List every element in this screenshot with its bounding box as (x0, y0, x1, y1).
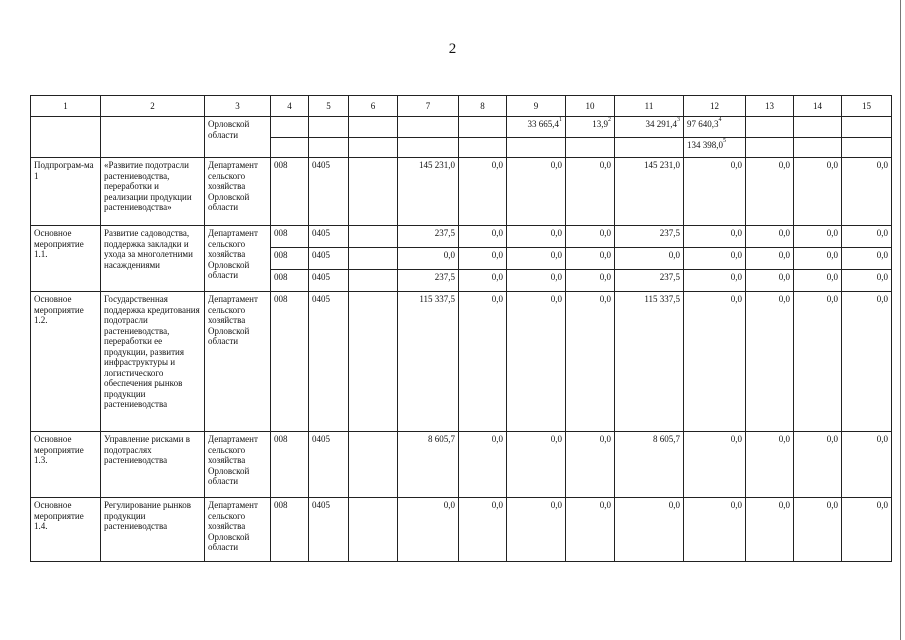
value-cell (349, 270, 398, 292)
value-cell: 0,0 (507, 226, 566, 248)
table-cell (566, 138, 615, 158)
value-cell: 0,0 (842, 432, 892, 498)
table-cell (398, 138, 459, 158)
item-name-cell: Государственная поддержка кредитования подотрасли растениеводства, переработки ее продукции, развития инфраструктуры и логистического обеспечения рынков продукции растениеводства (101, 292, 205, 432)
value-cell: 0,0 (794, 292, 842, 432)
header-cell: 2 (101, 96, 205, 117)
value-cell: 008 (271, 292, 309, 432)
value-cell: 0405 (309, 498, 349, 562)
value-cell (349, 158, 398, 226)
value-cell: 0,0 (398, 498, 459, 562)
header-cell: 12 (684, 96, 746, 117)
value-cell: 0,0 (459, 498, 507, 562)
header-cell: 4 (271, 96, 309, 117)
value-cell: 0,0 (507, 270, 566, 292)
table-cell (615, 138, 684, 158)
value-cell: 0,0 (566, 158, 615, 226)
table-cell (349, 138, 398, 158)
value-cell: 0,0 (615, 498, 684, 562)
value-cell: 0,0 (746, 248, 794, 270)
value-cell: 115 337,5 (615, 292, 684, 432)
value-cell: 237,5 (615, 270, 684, 292)
table-row (31, 117, 892, 138)
value-cell: 0405 (309, 292, 349, 432)
value-cell: 0,0 (459, 270, 507, 292)
responsible-cell: Орловской области (205, 117, 271, 158)
value-cell: 0405 (309, 158, 349, 226)
value-cell: 008 (271, 248, 309, 270)
header-cell: 1 (31, 96, 101, 117)
item-code-cell: Основное мероприятие 1.2. (31, 292, 101, 432)
value-cell: 0405 (309, 248, 349, 270)
value-cell: 0,0 (684, 432, 746, 498)
header-cell: 14 (794, 96, 842, 117)
item-name-cell: «Развитие подотрасли растениеводства, переработки и реализации продукции растениеводства» (101, 158, 205, 226)
table-cell (309, 117, 349, 138)
header-cell: 13 (746, 96, 794, 117)
header-cell: 9 (507, 96, 566, 117)
item-name-cell: Развитие садоводства, поддержка закладки и ухода за многолетними насаждениями (101, 226, 205, 292)
value-cell: 0,0 (842, 158, 892, 226)
header-cell: 5 (309, 96, 349, 117)
value-cell (349, 292, 398, 432)
value-cell: 237,5 (398, 270, 459, 292)
responsible-cell: Департамент сельского хозяйства Орловской области (205, 158, 271, 226)
header-cell: 7 (398, 96, 459, 117)
table-cell (398, 117, 459, 138)
value-cell: 008 (271, 270, 309, 292)
value-cell: 0,0 (566, 292, 615, 432)
value-cell: 97 640,3$^4$ (684, 117, 746, 138)
value-cell: 0405 (309, 432, 349, 498)
responsible-cell: Департамент сельского хозяйства Орловской области (205, 226, 271, 292)
table-cell (746, 138, 794, 158)
value-cell: 0,0 (794, 248, 842, 270)
value-cell: 0405 (309, 270, 349, 292)
table-cell (271, 117, 309, 138)
header-cell: 8 (459, 96, 507, 117)
value-cell: 0,0 (684, 158, 746, 226)
responsible-cell: Департамент сельского хозяйства Орловской области (205, 498, 271, 562)
item-name-cell: Регулирование рынков продукции растениеводства (101, 498, 205, 562)
header-cell: 6 (349, 96, 398, 117)
value-cell: 0,0 (794, 498, 842, 562)
value-cell: 237,5 (615, 226, 684, 248)
item-code-cell: Основное мероприятие 1.4. (31, 498, 101, 562)
table-cell (309, 138, 349, 158)
value-cell: 0,0 (794, 270, 842, 292)
item-code-cell: Основное мероприятие 1.1. (31, 226, 101, 292)
budget-table (30, 95, 892, 562)
value-cell: 145 231,0 (398, 158, 459, 226)
page-edge-line (900, 0, 901, 640)
value-cell: 0,0 (566, 226, 615, 248)
header-cell: 3 (205, 96, 271, 117)
table-row (31, 292, 892, 432)
responsible-cell: Департамент сельского хозяйства Орловской области (205, 292, 271, 432)
table-row (31, 498, 892, 562)
value-cell: 0405 (309, 226, 349, 248)
value-cell: 0,0 (746, 158, 794, 226)
value-cell: 0,0 (746, 226, 794, 248)
value-cell: 33 665,4$^1$ (507, 117, 566, 138)
table-row (31, 226, 892, 248)
item-name-cell: Управление рисками в подотраслях растениеводства (101, 432, 205, 498)
table-cell (271, 138, 309, 158)
value-cell: 0,0 (507, 158, 566, 226)
value-cell: 145 231,0 (615, 158, 684, 226)
value-cell (349, 432, 398, 498)
value-cell: 0,0 (459, 432, 507, 498)
value-cell: 0,0 (842, 270, 892, 292)
value-cell: 0,0 (566, 498, 615, 562)
value-cell: 0,0 (794, 226, 842, 248)
value-cell: 0,0 (684, 498, 746, 562)
value-cell: 008 (271, 158, 309, 226)
value-cell: 008 (271, 432, 309, 498)
value-cell: 0,0 (746, 292, 794, 432)
value-cell: 34 291,4$^3$ (615, 117, 684, 138)
value-cell: 008 (271, 498, 309, 562)
table-cell (349, 117, 398, 138)
value-cell: 0,0 (459, 226, 507, 248)
page-number: 2 (448, 41, 457, 57)
value-cell: 0,0 (842, 292, 892, 432)
table-cell (842, 138, 892, 158)
value-cell (349, 248, 398, 270)
value-cell: 0,0 (566, 270, 615, 292)
item-code-cell: Основное мероприятие 1.3. (31, 432, 101, 498)
value-cell: 0,0 (794, 432, 842, 498)
value-cell: 008 (271, 226, 309, 248)
table-cell (794, 117, 842, 138)
value-cell: 8 605,7 (398, 432, 459, 498)
value-cell: 0,0 (566, 248, 615, 270)
value-cell: 0,0 (746, 270, 794, 292)
value-cell: 0,0 (746, 498, 794, 562)
header-cell: 15 (842, 96, 892, 117)
table-cell (459, 117, 507, 138)
header-row (31, 96, 892, 117)
value-cell: 13,9$^2$ (566, 117, 615, 138)
value-cell: 0,0 (842, 498, 892, 562)
header-cell: 11 (615, 96, 684, 117)
value-cell: 0,0 (746, 432, 794, 498)
value-cell: 0,0 (507, 292, 566, 432)
value-cell: 0,0 (398, 248, 459, 270)
value-cell (349, 226, 398, 248)
value-cell: 0,0 (507, 432, 566, 498)
value-cell: 0,0 (684, 270, 746, 292)
table-row (31, 432, 892, 498)
table-cell (31, 117, 101, 158)
value-cell: 237,5 (398, 226, 459, 248)
table-cell (794, 138, 842, 158)
value-cell: 0,0 (459, 248, 507, 270)
value-cell: 0,0 (507, 248, 566, 270)
value-cell: 0,0 (842, 226, 892, 248)
value-cell: 0,0 (684, 226, 746, 248)
header-cell: 10 (566, 96, 615, 117)
table-row (31, 158, 892, 226)
value-cell (349, 498, 398, 562)
value-cell: 0,0 (507, 498, 566, 562)
value-cell: 0,0 (459, 158, 507, 226)
table-cell (507, 138, 566, 158)
responsible-cell: Департамент сельского хозяйства Орловской области (205, 432, 271, 498)
value-cell: 134 398,0$^5$ (684, 138, 746, 158)
value-cell: 0,0 (459, 292, 507, 432)
item-code-cell: Подпрограм-ма 1 (31, 158, 101, 226)
table-cell (101, 117, 205, 158)
value-cell: 115 337,5 (398, 292, 459, 432)
value-cell: 0,0 (566, 432, 615, 498)
value-cell: 0,0 (794, 158, 842, 226)
value-cell: 0,0 (684, 248, 746, 270)
table-cell (842, 117, 892, 138)
value-cell: 0,0 (842, 248, 892, 270)
value-cell: 8 605,7 (615, 432, 684, 498)
value-cell: 0,0 (615, 248, 684, 270)
value-cell: 0,0 (684, 292, 746, 432)
table-cell (459, 138, 507, 158)
table-cell (746, 117, 794, 138)
